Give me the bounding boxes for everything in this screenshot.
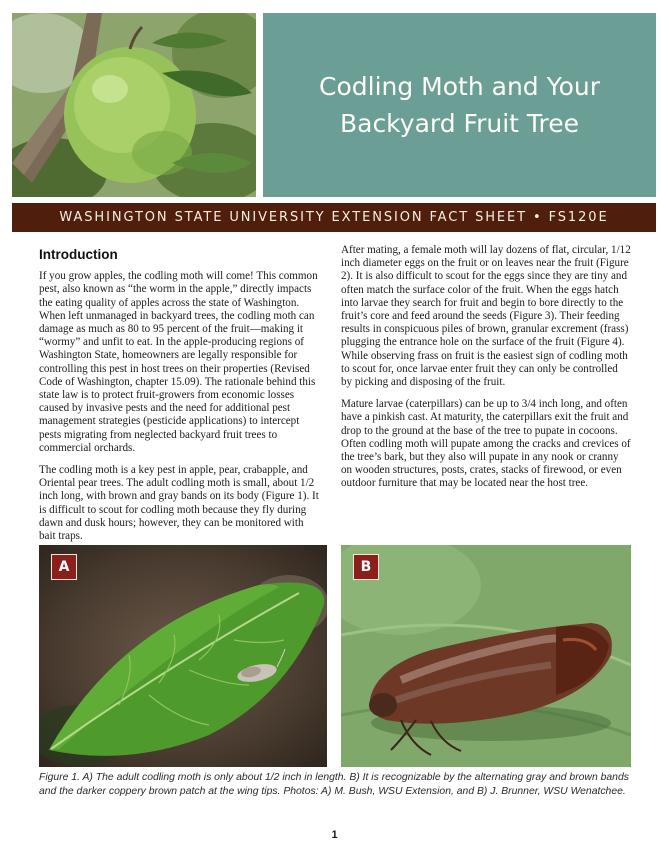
page-title-line-2: Backyard Fruit Tree [339,109,580,138]
page-title-line-1: Codling Moth and Your [319,72,600,101]
right-paragraph-1: After mating, a female moth will lay dozens of flat, circular, 1/12 inch diameter eggs on the fruit or on leaves near the fruit (Figure 2). It is also difficult to scout for the eggs since they are tiny and often match the surface color of the fruit. When the eggs hatch into larvae they search for fruit and begin to bore directly to the fruit’s core and feed around the seeds (Figure 3). Their feeding results in conspicuous piles of brown, granular excrement (frass) plugging the entrance hole on the surface of the fruit (Figure 4). While observing frass on fruit is the easiest sign of codling moth to scout for, once larvae enter fruit they can only be controlled by picking and disposing of the fruit. [341,244,631,389]
moth-closeup-illustration [341,545,631,767]
apple-photo [12,13,256,197]
left-column [39,244,319,552]
figure-caption: Figure 1. A) The adult codling moth is only about 1/2 inch in length. B) It is recognizable by the alternating gray and brown bands and the darker coppery brown patch at the wing tips. Photos: A) M. Bush, WSU Extension, and B) J. Brunner, WSU Wenatchee. [39,772,629,797]
figure-label-b: B [353,554,379,580]
right-paragraph-2: Mature larvae (caterpillars) can be up to 3/4 inch long, and often have a pinkish cast. At maturity, the caterpillars exit the fruit and drop to the ground at the base of the tree to pupate in cocoons. Often codling moth will pupate among the cracks and crevices of the tree’s bark, but they also will pupate in any nook or cranny on wooden structures, posts, crates, stacks of firewood, or even outdoor furniture that may be located near the host tree. [341,398,631,490]
section-heading: Introduction [39,247,118,262]
figure-label-a: A [51,554,77,580]
intro-paragraph-1: If you grow apples, the codling moth will come! This common pest, also known as “the worm in the apple,” directly impacts the eating quality of apples across the state of Washington. When left unmanaged in backyard trees, the codling moth can damage as much as 80 to 95 percent of the fruit—making it “wormy” and unfit to eat. In the apple-producing regions of Washington State, homeowners are legally responsible for controlling this pest in host trees on their properties (Revised Code of Washington, chapter 15.09). The rationale behind this state law is to protect fruit-growers from economic losses caused by invasive pests and the need for additional pest management strategies (pesticide applications) to intercept pests migrating from neglected backyard fruit trees to commercial orchards. [39,270,318,454]
intro-paragraph-2: The codling moth is a key pest in apple, pear, crabapple, and Oriental pear trees. The adult codling moth is small, about 1/2 inch long, with brown and gray bands on its body (Figure 1). It is difficult to scout for codling moth because they fly during dawn and dusk hours; however, they can be monitored with bait traps. [39,464,319,543]
fact-sheet-band: WASHINGTON STATE UNIVERSITY EXTENSION FACT SHEET • FS120E [12,203,656,232]
title-panel [263,13,656,197]
apple-photo-illustration [12,13,256,197]
page-number: 1 [331,829,338,841]
figure-b-photo [341,545,631,767]
moth-on-leaf-illustration [39,545,327,767]
right-column [341,244,631,500]
figure-a-photo [39,545,327,767]
